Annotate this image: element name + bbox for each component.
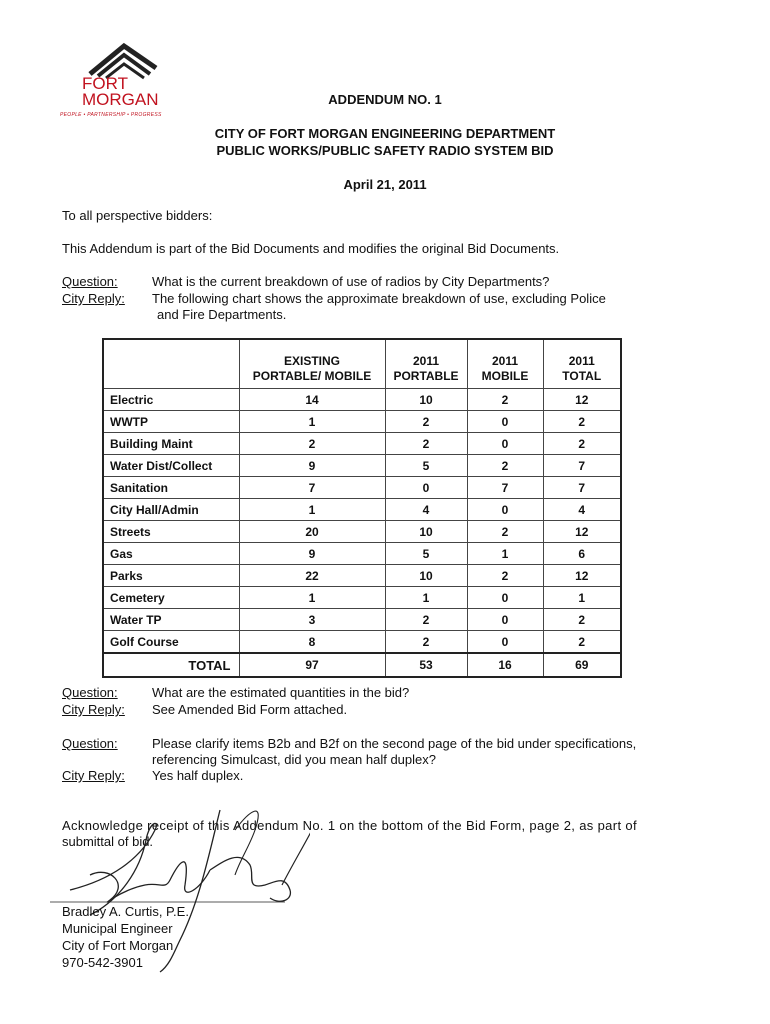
addendum-title: ADDENDUM NO. 1 (328, 92, 442, 107)
table-header: 2011 TOTAL (543, 339, 621, 389)
table-cell: 4 (543, 499, 621, 521)
acknowledge-text: Acknowledge receipt of this Addendum No. 1 on the bottom of the Bid Form, page 2, as part of (62, 818, 637, 833)
table-cell: 1 (543, 587, 621, 609)
table-cell: 0 (467, 499, 543, 521)
table-cell: 10 (385, 389, 467, 411)
table-cell: 7 (239, 477, 385, 499)
table-cell: Parks (103, 565, 239, 587)
logo-tagline: PEOPLE • PARTNERSHIP • PROGRESS (60, 112, 162, 118)
table-cell: 0 (467, 411, 543, 433)
table-row (103, 477, 621, 499)
logo-morgan-text: MORGAN (82, 90, 159, 109)
table-cell: 2 (385, 433, 467, 455)
project-title: PUBLIC WORKS/PUBLIC SAFETY RADIO SYSTEM BID (216, 143, 554, 158)
signer-name: Bradley A. Curtis, P.E. (62, 904, 189, 919)
table-cell: 0 (467, 433, 543, 455)
table-row (103, 543, 621, 565)
table-cell: 2 (467, 521, 543, 543)
table-cell: TOTAL (103, 653, 239, 677)
table-cell: 2 (239, 433, 385, 455)
table-cell: 7 (543, 477, 621, 499)
reply-text: The following chart shows the approximate breakdown of use, excluding Police (152, 291, 606, 306)
document-date: April 21, 2011 (343, 177, 427, 192)
table-cell: 4 (385, 499, 467, 521)
table-cell: 7 (543, 455, 621, 477)
table-row (103, 433, 621, 455)
reply-label: City Reply: (62, 702, 125, 717)
table-row (103, 411, 621, 433)
table-cell: 5 (385, 455, 467, 477)
table-cell: 2 (467, 565, 543, 587)
radio-breakdown-table (102, 338, 622, 678)
table-cell: 1 (239, 587, 385, 609)
table-cell: 3 (239, 609, 385, 631)
city-logo (52, 40, 172, 124)
table-cell: Electric (103, 389, 239, 411)
table-row (103, 521, 621, 543)
table-cell: 1 (385, 587, 467, 609)
signer-title: Municipal Engineer (62, 921, 173, 936)
table-cell: 5 (385, 543, 467, 565)
table-cell: 22 (239, 565, 385, 587)
question-label: Question: (62, 274, 118, 289)
table-cell: 0 (467, 587, 543, 609)
table-cell: 0 (385, 477, 467, 499)
table-cell: 2 (385, 631, 467, 654)
table-cell: 10 (385, 565, 467, 587)
signer-phone: 970-542-3901 (62, 955, 143, 970)
table-cell: 7 (467, 477, 543, 499)
table-cell: 1 (239, 499, 385, 521)
table-cell: 8 (239, 631, 385, 654)
reply-label: City Reply: (62, 291, 125, 306)
table-row (103, 565, 621, 587)
table-cell: 14 (239, 389, 385, 411)
table-row (103, 455, 621, 477)
reply-label: City Reply: (62, 768, 125, 783)
reply-text: See Amended Bid Form attached. (152, 702, 348, 717)
table-cell: 0 (467, 609, 543, 631)
table-cell: 2 (467, 389, 543, 411)
table-cell: 16 (467, 653, 543, 677)
table-cell: Sanitation (103, 477, 239, 499)
department-title: CITY OF FORT MORGAN ENGINEERING DEPARTMENT (214, 126, 556, 141)
table-cell: City Hall/Admin (103, 499, 239, 521)
table-header: EXISTING PORTABLE/ MOBILE (239, 339, 385, 389)
table-header-row (103, 339, 621, 389)
table-row (103, 609, 621, 631)
intro-statement: This Addendum is part of the Bid Documents and modifies the original Bid Documents. (62, 241, 560, 256)
table-cell: 2 (543, 609, 621, 631)
table-row (103, 389, 621, 411)
table-cell: Golf Course (103, 631, 239, 654)
table-row (103, 587, 621, 609)
table-cell: 2 (467, 455, 543, 477)
reply-text: Yes half duplex. (152, 768, 244, 783)
table-cell: 20 (239, 521, 385, 543)
table-cell: Water Dist/Collect (103, 455, 239, 477)
question-text: What are the estimated quantities in the bid? (152, 685, 410, 700)
table-cell: 12 (543, 565, 621, 587)
table-cell: 10 (385, 521, 467, 543)
table-cell: 12 (543, 389, 621, 411)
table-cell: 97 (239, 653, 385, 677)
table-cell: 12 (543, 521, 621, 543)
table-header: 2011 PORTABLE (385, 339, 467, 389)
table-header: 2011 MOBILE (467, 339, 543, 389)
reply-text: and Fire Departments. (157, 307, 287, 322)
table-cell: WWTP (103, 411, 239, 433)
table-cell: Cemetery (103, 587, 239, 609)
logo-fort-text: FORT (82, 74, 128, 93)
table-cell: 2 (543, 433, 621, 455)
table-cell: Gas (103, 543, 239, 565)
table-cell: 0 (467, 631, 543, 654)
table-cell: 53 (385, 653, 467, 677)
table-cell: 2 (385, 411, 467, 433)
table-cell: 2 (385, 609, 467, 631)
salutation: To all perspective bidders: (62, 208, 213, 223)
acknowledge-text: submittal of bid. (62, 834, 154, 849)
question-text: What is the current breakdown of use of radios by City Departments? (152, 274, 550, 289)
table-cell: 9 (239, 543, 385, 565)
table-cell: 2 (543, 631, 621, 654)
table-cell: 9 (239, 455, 385, 477)
table-cell: 1 (467, 543, 543, 565)
table-cell: 69 (543, 653, 621, 677)
table-row (103, 499, 621, 521)
table-cell: 1 (239, 411, 385, 433)
signer-organization: City of Fort Morgan (62, 938, 174, 953)
table-cell: 6 (543, 543, 621, 565)
table-cell: Building Maint (103, 433, 239, 455)
table-row (103, 631, 621, 654)
question-label: Question: (62, 736, 118, 751)
question-text: Please clarify items B2b and B2f on the second page of the bid under specifications, (152, 736, 637, 751)
question-text: referencing Simulcast, did you mean half duplex? (152, 752, 436, 767)
table-cell: 2 (543, 411, 621, 433)
table-total-row (103, 653, 621, 677)
table-cell: Water TP (103, 609, 239, 631)
table-cell: Streets (103, 521, 239, 543)
question-label: Question: (62, 685, 118, 700)
table-header-blank (103, 339, 239, 389)
